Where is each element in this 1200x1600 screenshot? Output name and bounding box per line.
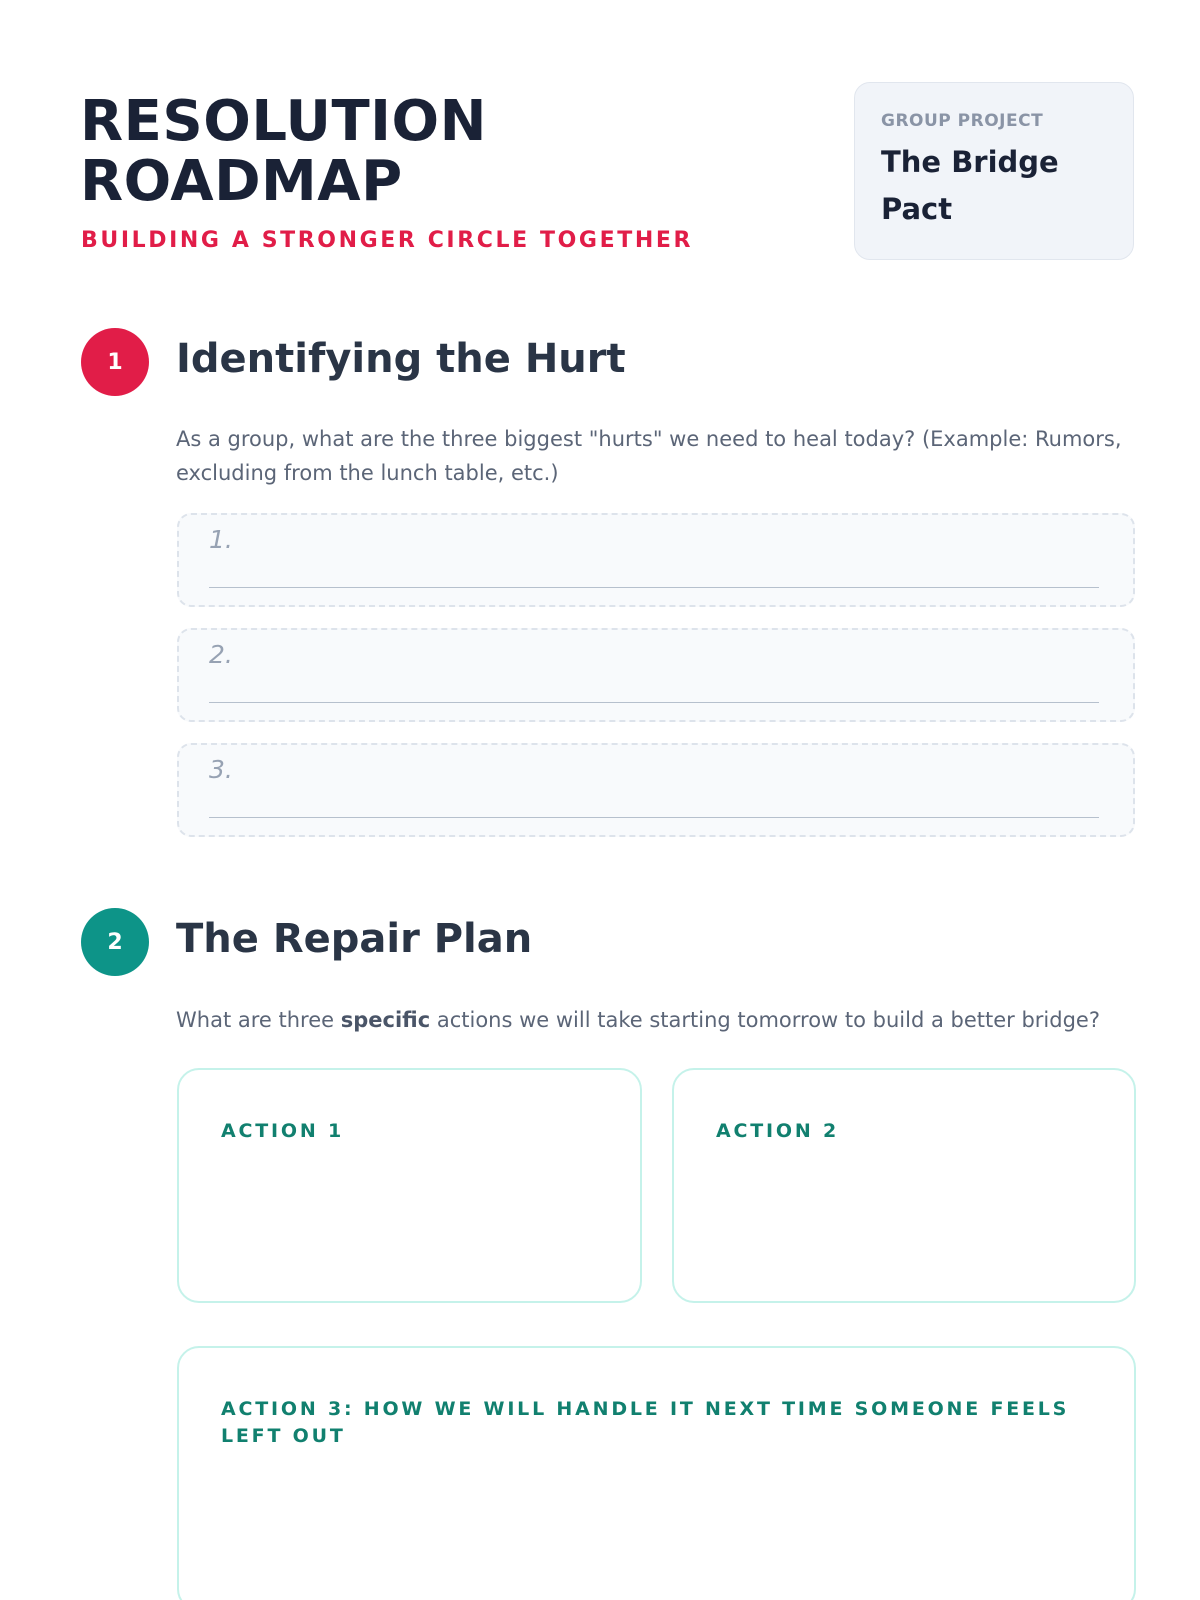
action-2-label: ACTION 2 (716, 1120, 839, 1142)
section-1-title: Identifying the Hurt (176, 336, 626, 382)
prompt-text-before: What are three (176, 1008, 341, 1032)
hurt-entry-2[interactable] (177, 628, 1135, 722)
hurt-entry-1[interactable] (177, 513, 1135, 607)
prompt-emphasis: specific (340, 1008, 431, 1032)
write-line (209, 702, 1099, 703)
section-2-number-badge: 2 (81, 908, 149, 976)
action-1-box[interactable] (177, 1068, 642, 1303)
project-name: The Bridge Pact (881, 145, 1059, 226)
section-1-number-badge: 1 (81, 328, 149, 396)
write-line (209, 817, 1099, 818)
write-line (209, 587, 1099, 588)
project-card (854, 82, 1134, 260)
hurt-entry-3[interactable] (177, 743, 1135, 837)
hurt-entry-number: 1. (209, 525, 233, 554)
title-line-2: ROADMAP (80, 149, 403, 214)
section-2-prompt (176, 1003, 1136, 1037)
action-2-box[interactable] (672, 1068, 1136, 1303)
title-line-1: RESOLUTION (80, 89, 487, 154)
page-subtitle: BUILDING A STRONGER CIRCLE TOGETHER (81, 228, 693, 253)
page-title (80, 89, 487, 214)
prompt-text-after: actions we will take starting tomorrow to build a better bridge? (430, 1008, 1100, 1032)
action-1-label: ACTION 1 (221, 1120, 344, 1142)
hurt-entry-number: 3. (209, 755, 233, 784)
action-3-label: ACTION 3: HOW WE WILL HANDLE IT NEXT TIME SOMEONE FEELS LEFT OUT (221, 1398, 1070, 1447)
action-3-box[interactable] (177, 1346, 1136, 1600)
hurt-entry-number: 2. (209, 640, 233, 669)
project-label: GROUP PROJECT (881, 111, 1044, 131)
section-2-title: The Repair Plan (176, 916, 533, 962)
section-1-prompt: As a group, what are the three biggest "hurts" we need to heal today? (Example: Rumors, excluding from the lunch table, etc.) (176, 427, 1122, 485)
